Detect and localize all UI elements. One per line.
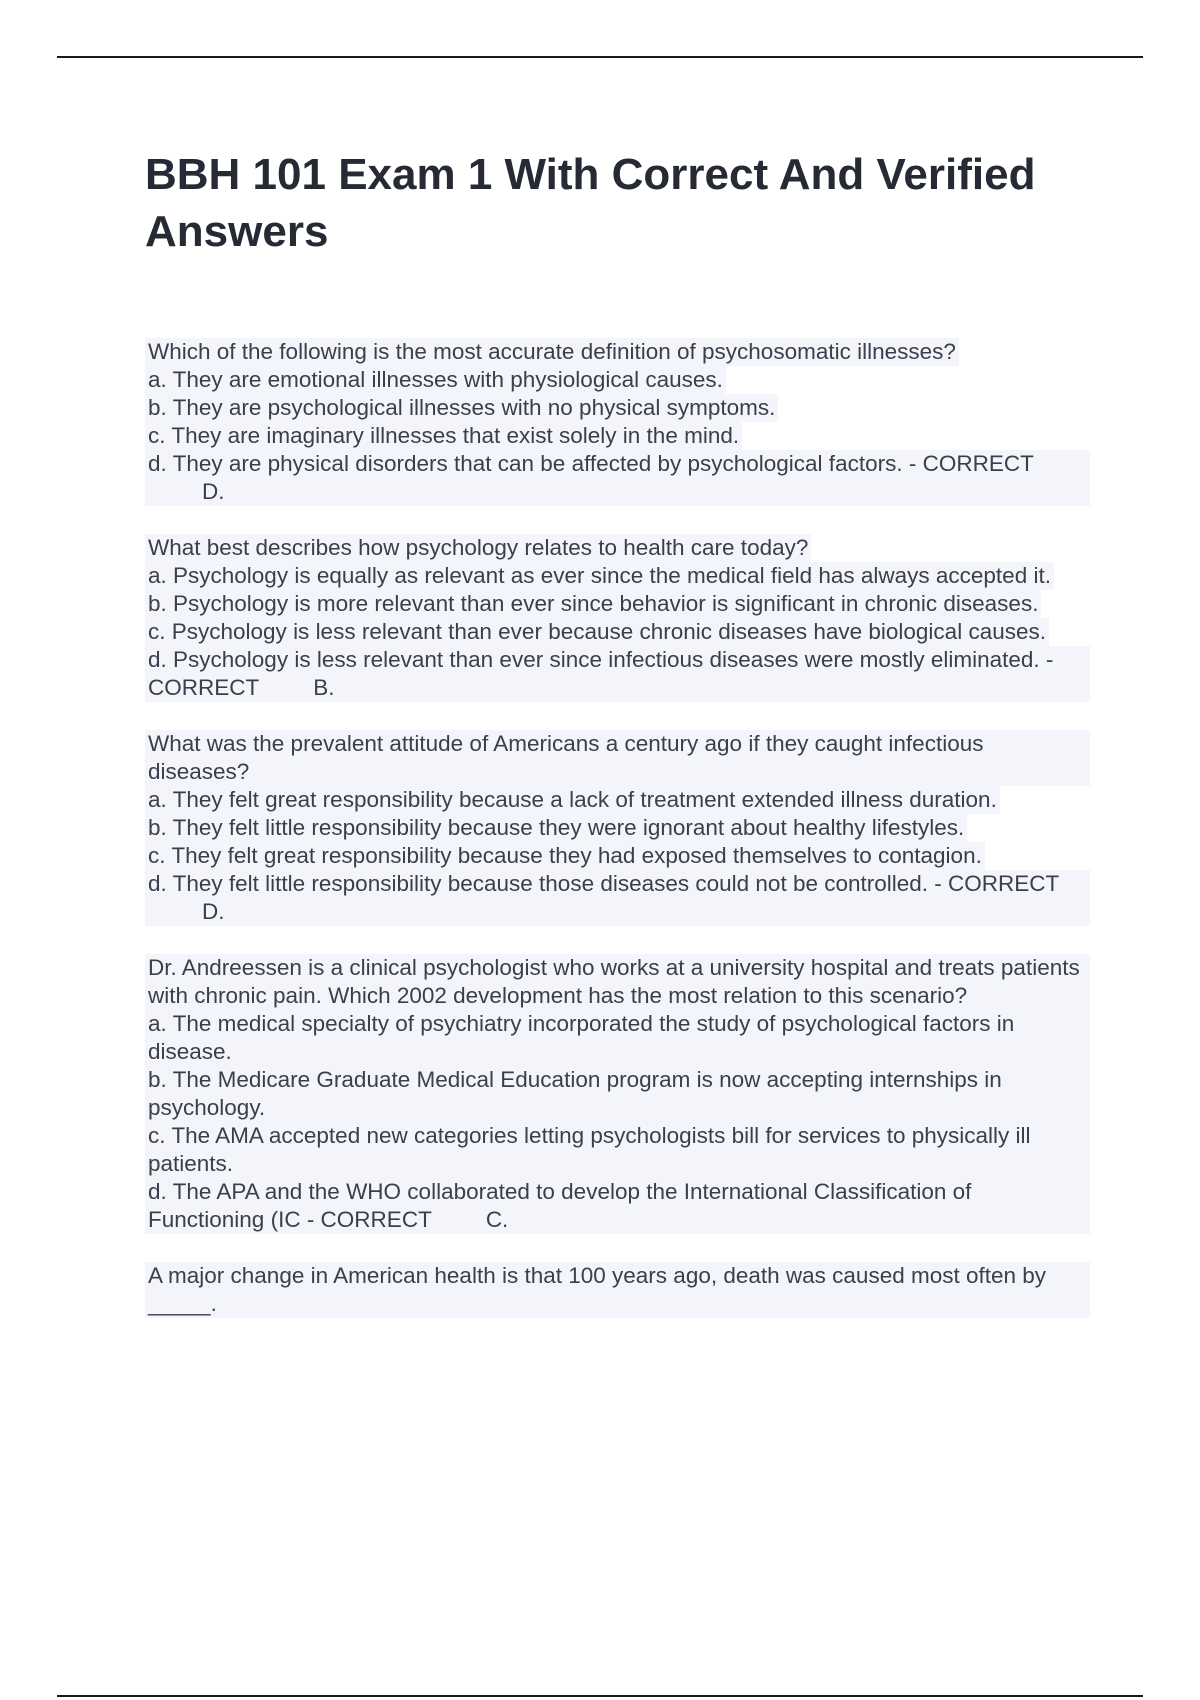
option-b: b. They are psychological illnesses with no physical symptoms. [145, 394, 778, 422]
footer-rule [57, 1695, 1143, 1697]
question-block-2 [145, 534, 1090, 702]
question-text: What best describes how psychology relates to health care today? [145, 534, 811, 562]
correct-answer: D. [202, 899, 225, 924]
option-d [145, 1178, 1090, 1234]
question-text: What was the prevalent attitude of Americans a century ago if they caught infectious diseases? [145, 730, 1090, 786]
option-d-text: d. Psychology is less relevant than ever since infectious diseases were mostly eliminated. - CORRECT [148, 647, 1054, 700]
option-d [145, 870, 1090, 926]
question-block-5 [145, 1262, 1090, 1318]
question-text: Dr. Andreessen is a clinical psychologist who works at a university hospital and treats patients with chronic pain. Which 2002 development has the most relation to this scenario? [145, 954, 1090, 1010]
question-block-3 [145, 730, 1090, 926]
question-block-4 [145, 954, 1090, 1234]
option-a: a. The medical specialty of psychiatry incorporated the study of psychological factors in disease. [145, 1010, 1090, 1066]
option-b: b. They felt little responsibility because they were ignorant about healthy lifestyles. [145, 814, 967, 842]
question-text: Which of the following is the most accurate definition of psychosomatic illnesses? [145, 338, 959, 366]
question-block-1 [145, 338, 1090, 506]
correct-answer: B. [313, 675, 335, 700]
option-a: a. They felt great responsibility because a lack of treatment extended illness duration. [145, 786, 1000, 814]
option-b: b. The Medicare Graduate Medical Education program is now accepting internships in psychology. [145, 1066, 1090, 1122]
option-a: a. Psychology is equally as relevant as ever since the medical field has always accepted it. [145, 562, 1054, 590]
option-a: a. They are emotional illnesses with physiological causes. [145, 366, 726, 394]
option-c: c. Psychology is less relevant than ever because chronic diseases have biological causes. [145, 618, 1049, 646]
option-d-text: d. They are physical disorders that can be affected by psychological factors. - CORRECT [148, 451, 1034, 476]
option-d [145, 646, 1090, 702]
correct-answer: D. [202, 479, 225, 504]
question-list [145, 338, 1090, 1346]
correct-answer: C. [485, 1207, 509, 1232]
option-c: c. The AMA accepted new categories letting psychologists bill for services to physically ill patients. [145, 1122, 1090, 1178]
option-c: c. They are imaginary illnesses that exist solely in the mind. [145, 422, 742, 450]
question-text: A major change in American health is that 100 years ago, death was caused most often by _____. [145, 1262, 1090, 1318]
option-b: b. Psychology is more relevant than ever since behavior is significant in chronic diseases. [145, 590, 1041, 618]
page-title: BBH 101 Exam 1 With Correct And Verified Answers [145, 150, 1036, 256]
option-d-text: d. The APA and the WHO collaborated to develop the International Classification of Functioning (IC - CORRECT [148, 1179, 972, 1232]
option-c: c. They felt great responsibility because they had exposed themselves to contagion. [145, 842, 985, 870]
option-d-text: d. They felt little responsibility because those diseases could not be controlled. - CORRECT [148, 871, 1060, 896]
option-d [145, 450, 1090, 506]
header-rule [57, 56, 1143, 58]
